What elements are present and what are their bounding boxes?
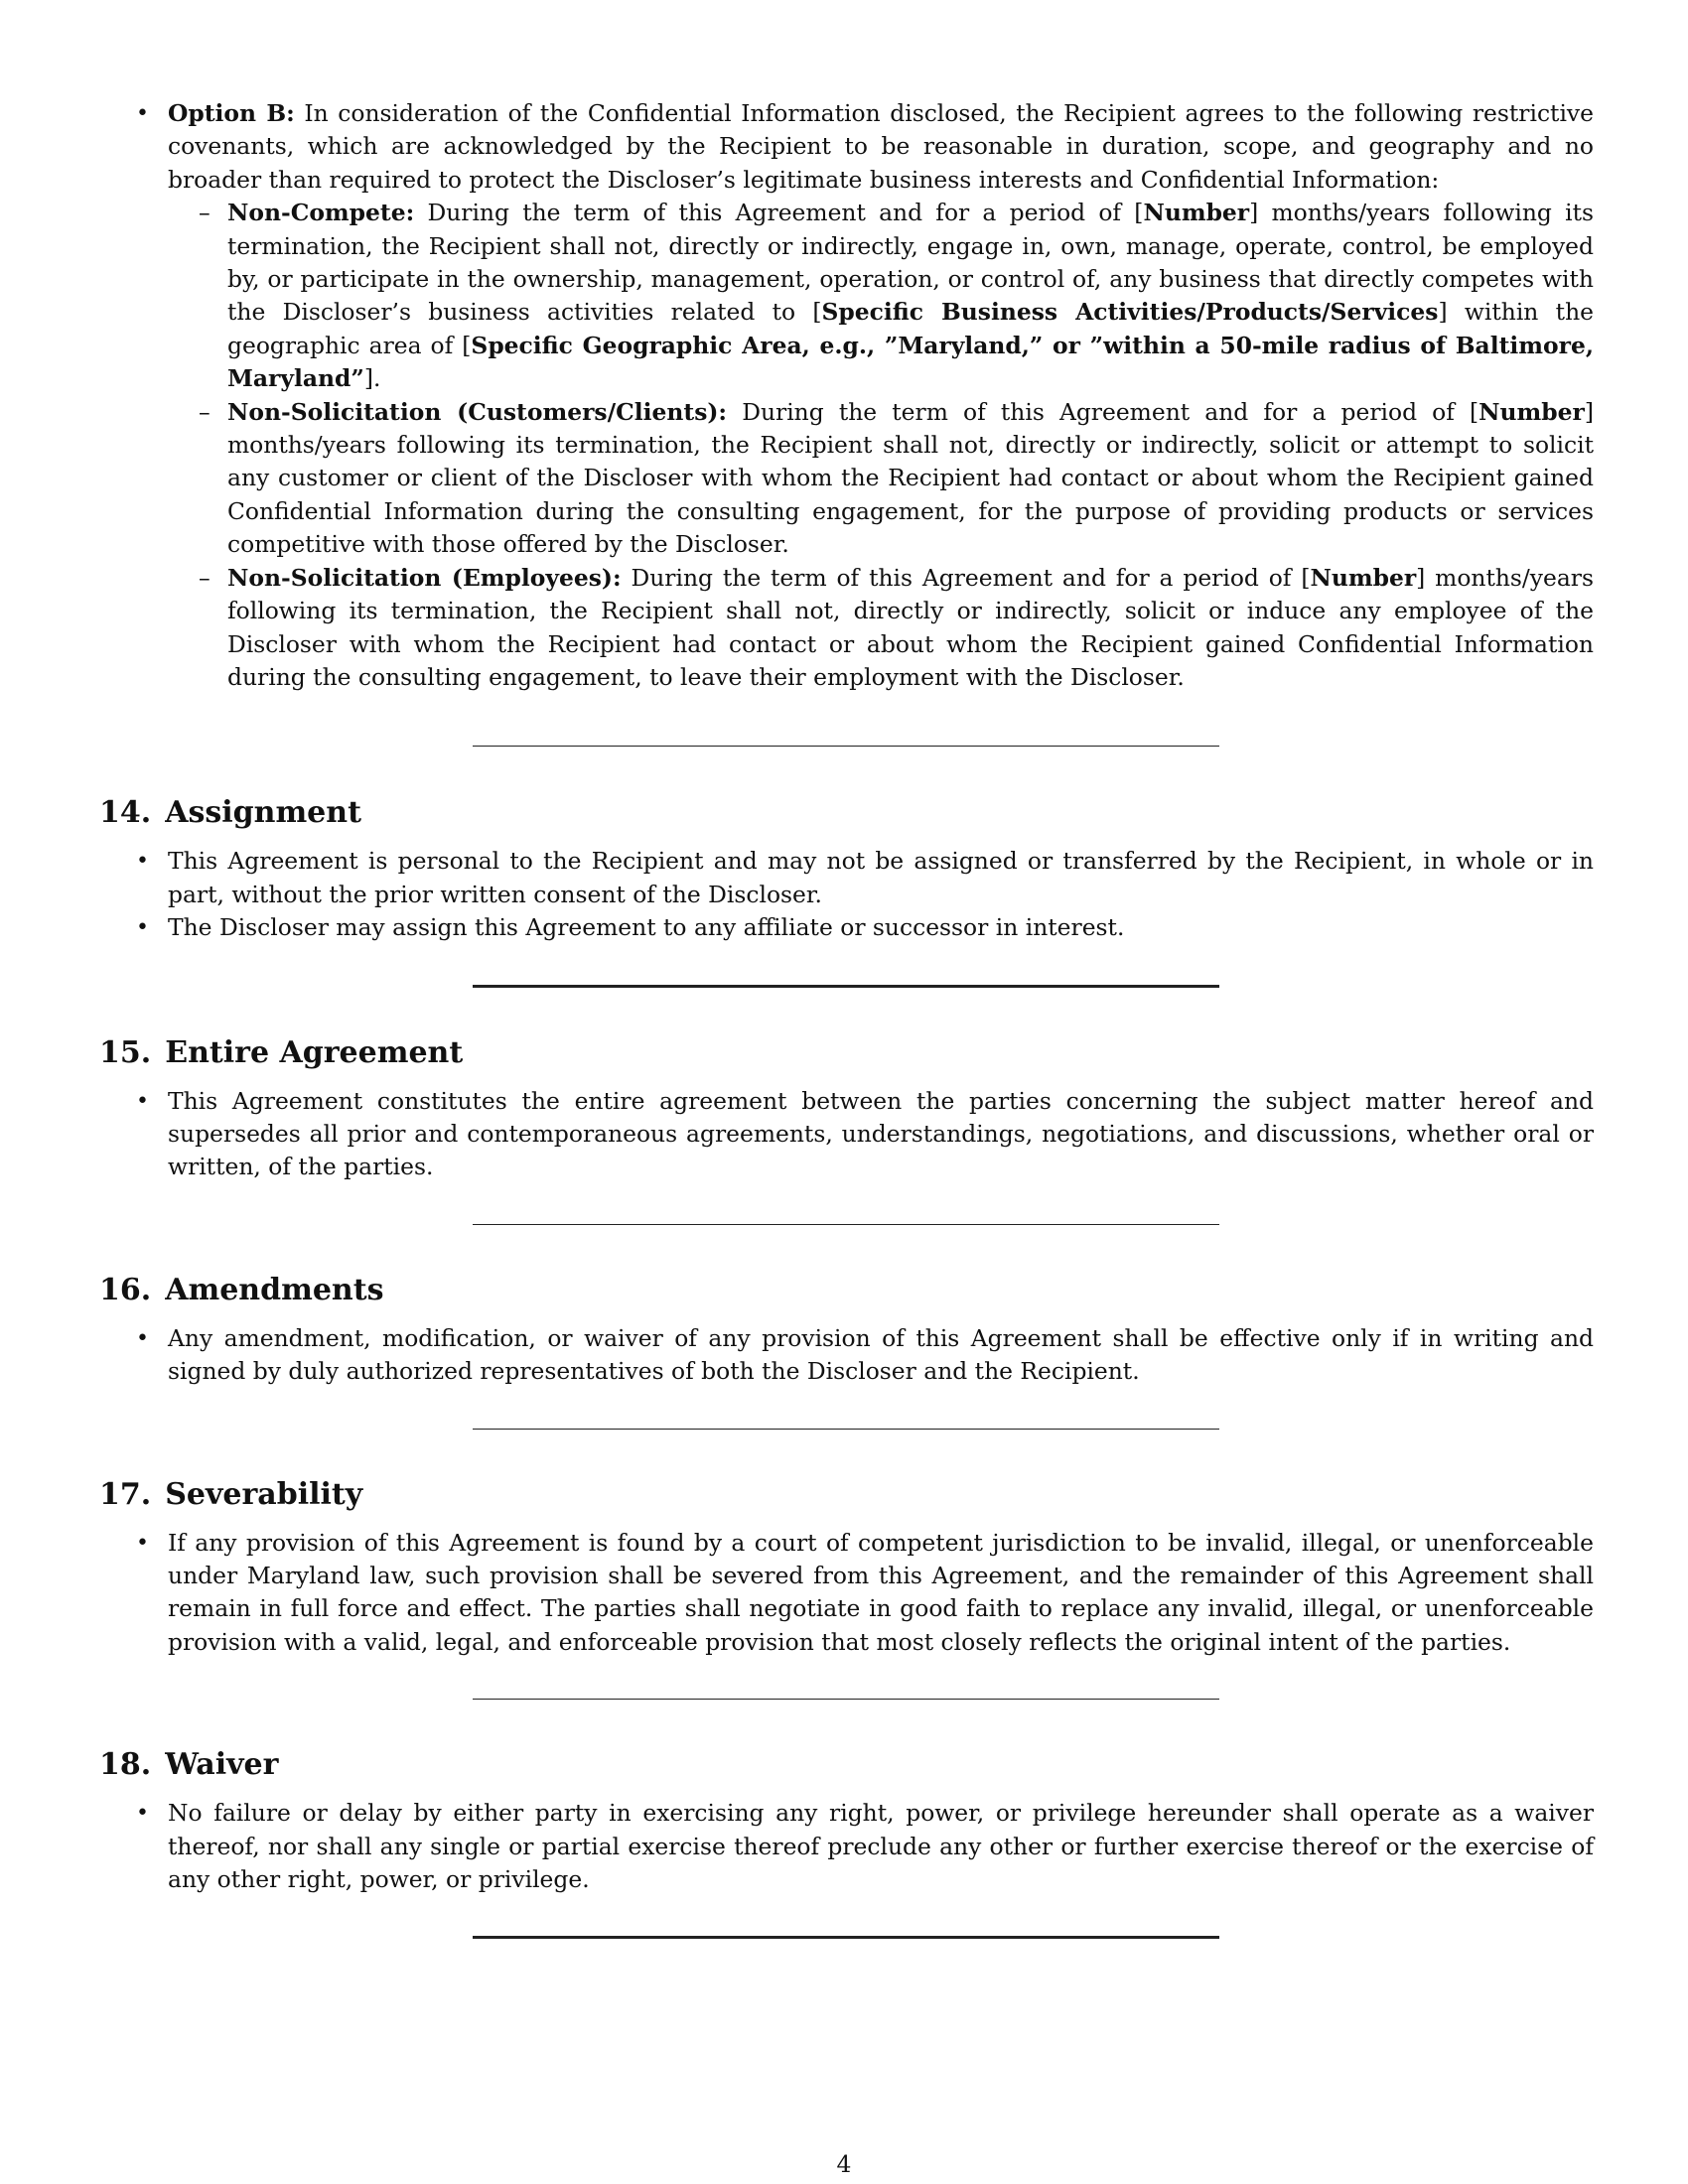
section-bullets xyxy=(99,845,1594,944)
section-bullets xyxy=(99,1797,1594,1896)
section-title: Waiver xyxy=(165,1747,279,1783)
section-heading xyxy=(99,1033,1594,1073)
section-heading xyxy=(99,1475,1594,1515)
non-compete-text-3: ] within the geographic area of [ xyxy=(227,298,1594,359)
section-heading xyxy=(99,793,1594,833)
option-b-intro: In consideration of the Confidential Information disclosed, the Recipient agrees to the following restrictive covenants, which are acknowledged by the Recipient to be reasonable in duration, scope, and geography and no broader than required to protect the Discloser’s legitimate business interests and Confidential Information: xyxy=(168,99,1594,194)
non-compete-text-1: During the term of this Agreement and for a period of [ xyxy=(427,199,1144,227)
section-title: Assignment xyxy=(165,795,361,831)
section-divider xyxy=(473,1224,1219,1225)
section-number: 14. xyxy=(99,795,152,831)
non-solicit-customers-placeholder-number: Number xyxy=(1478,397,1585,426)
non-compete-text-4: ]. xyxy=(363,364,381,393)
section-title: Entire Agreement xyxy=(165,1034,464,1070)
section-title: Amendments xyxy=(165,1272,384,1307)
section-bullets xyxy=(99,1085,1594,1184)
section-divider xyxy=(473,1429,1219,1430)
section-divider xyxy=(473,1936,1219,1939)
non-solicit-employees-item xyxy=(99,562,1594,695)
non-compete-text-2: ] months/years following its termination, the Recipient shall not, directly or indirectly, engage in, own, manage, operate, control, be employed by, or participate in the ownership, management, operation, or control of, any business that directly competes with the Discloser’s business activities related to [ xyxy=(227,199,1594,327)
covenant-list xyxy=(168,197,1594,694)
non-compete-label: Non-Compete: xyxy=(227,199,415,227)
non-compete-placeholder-number: Number xyxy=(1143,199,1250,227)
section-bullets xyxy=(99,1527,1594,1660)
section-assignment xyxy=(99,793,1594,944)
list-item: • If any provision of this Agreement is found by a court of competent jurisdiction to be invalid, illegal, or unenforceable under Maryland law, such provision shall be severed from this Agreement, and the remainder of this Agreement shall remain in full force and effect. The parties shall negotiate in good faith to replace any invalid, illegal, or unenforceable provision with a valid, legal, and enforceable provision that most closely reflects the original intent of the parties. xyxy=(99,1527,1594,1660)
section-severability xyxy=(99,1475,1594,1660)
section-title: Severability xyxy=(165,1476,363,1512)
section-entire-agreement xyxy=(99,1033,1594,1184)
list-item: • This Agreement constitutes the entire agreement between the parties concerning the subject matter hereof and supersedes all prior and contemporaneous agreements, understandings, negotiations, and discussions, whether oral or written, of the parties. xyxy=(99,1085,1594,1184)
page-content xyxy=(99,97,1594,1939)
section-bullets xyxy=(99,1322,1594,1389)
section-waiver xyxy=(99,1745,1594,1896)
list-item: • The Discloser may assign this Agreement to any affiliate or successor in interest. xyxy=(99,911,1594,944)
section-heading xyxy=(99,1745,1594,1785)
section-number: 15. xyxy=(99,1034,152,1070)
list-item: • This Agreement is personal to the Recipient and may not be assigned or transferred by the Recipient, in whole or in part, without the prior written consent of the Discloser. xyxy=(99,845,1594,911)
non-solicit-employees-label: Non-Solicitation (Employees): xyxy=(227,563,622,592)
option-b-label: Option B: xyxy=(168,99,295,127)
section-number: 16. xyxy=(99,1272,152,1307)
list-item: • No failure or delay by either party in exercising any right, power, or privilege hereunder shall operate as a waiver thereof, nor shall any single or partial exercise thereof preclude any other or further exercise thereof or the exercise of any other right, power, or privilege. xyxy=(99,1797,1594,1896)
section-heading xyxy=(99,1271,1594,1310)
page-number: 4 xyxy=(836,2150,852,2178)
non-compete-placeholder-activities: Specific Business Activities/Products/Services xyxy=(821,298,1439,327)
option-b-list xyxy=(99,97,1594,694)
non-compete-item xyxy=(99,197,1594,395)
section-number: 18. xyxy=(99,1747,152,1783)
non-solicit-employees-placeholder-number: Number xyxy=(1310,563,1417,592)
non-solicit-employees-text-1: During the term of this Agreement and for a period of [ xyxy=(631,563,1311,592)
option-b-item xyxy=(99,97,1594,694)
non-solicit-customers-label: Non-Solicitation (Customers/Clients): xyxy=(227,397,728,426)
section-number: 17. xyxy=(99,1476,152,1512)
section-amendments xyxy=(99,1271,1594,1389)
section-divider xyxy=(473,985,1219,988)
non-solicit-customers-text-1: During the term of this Agreement and for a period of [ xyxy=(742,397,1479,426)
section-divider xyxy=(473,746,1219,747)
non-solicit-employees-text-2: ] months/years following its termination, the Recipient shall not, directly or indirectly, solicit or induce any employee of the Discloser with whom the Recipient had contact or about whom the Recipient gained Confidential Information during the consulting engagement, to leave their employment with the Discloser. xyxy=(227,563,1594,691)
non-compete-placeholder-area: Specific Geographic Area, e.g., ”Maryland,” or ”within a 50-mile radius of Baltimore, Maryland” xyxy=(227,331,1594,393)
list-item: • Any amendment, modification, or waiver of any provision of this Agreement shall be effective only if in writing and signed by duly authorized representatives of both the Discloser and the Recipient. xyxy=(99,1322,1594,1389)
non-solicit-customers-text-2: ] months/years following its termination, the Recipient shall not, directly or indirectly, solicit or attempt to solicit any customer or client of the Discloser with whom the Recipient had contact or about whom the Recipient gained Confidential Information during the consulting engagement, for the purpose of providing products or services competitive with those offered by the Discloser. xyxy=(227,397,1595,559)
non-solicit-customers-item xyxy=(99,396,1594,562)
section-divider xyxy=(473,1699,1219,1700)
